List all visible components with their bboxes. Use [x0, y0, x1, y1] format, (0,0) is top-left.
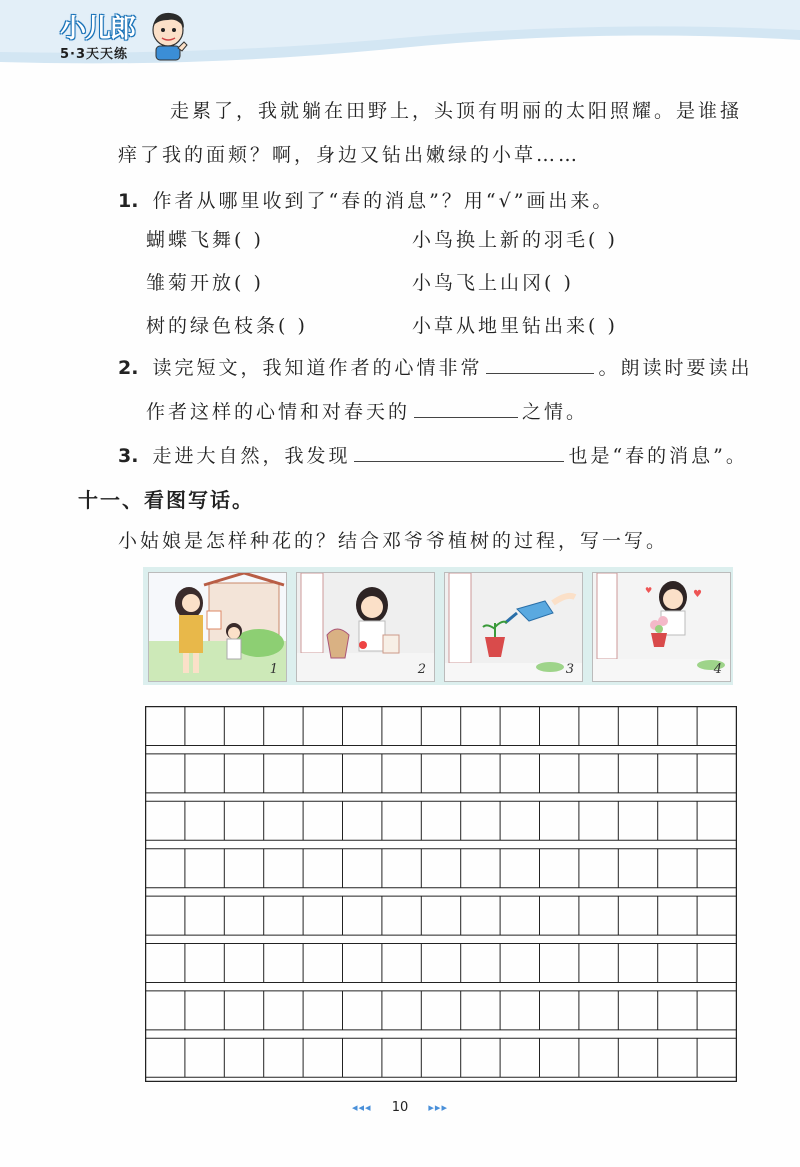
section-11-instruction: 小姑娘是怎样种花的？结合邓爷爷植树的过程，写一写。	[118, 530, 669, 552]
q1-option-6[interactable]: 小草从地里钻出来( )	[412, 315, 618, 337]
picture-panel-2	[296, 572, 435, 682]
q2-blank-1[interactable]	[486, 355, 594, 374]
brand-name: 小儿郎	[60, 14, 136, 44]
panel-number-4: 4	[713, 662, 722, 677]
panel-number-2: 2	[417, 662, 426, 677]
page-footer	[0, 1100, 800, 1115]
q3-blank[interactable]	[354, 443, 564, 462]
question-1	[118, 186, 614, 213]
q1-option-3[interactable]: 雏菊开放( )	[146, 272, 264, 294]
q1-option-5[interactable]: 树的绿色枝条( )	[146, 315, 308, 337]
svg-text:♥: ♥	[645, 586, 653, 595]
q2-part-1: 读完短文，我知道作者的心情非常	[152, 357, 483, 379]
series-name: 5·3天天练	[60, 47, 129, 62]
panel-number-3: 3	[565, 662, 574, 677]
question-1-prompt: 作者从哪里收到了“春的消息”？用“√”画出来。	[152, 190, 615, 212]
question-2-number: 2.	[118, 357, 139, 379]
panel-number-1: 1	[269, 662, 278, 677]
passage-line-2: 痒了我的面颊？啊，身边又钻出嫩绿的小草……	[118, 144, 581, 166]
question-2-line-1	[118, 353, 752, 380]
q1-option-4[interactable]: 小鸟飞上山冈( )	[412, 272, 574, 294]
q3-part-1: 走进大自然，我发现	[152, 445, 351, 467]
q2-part-2: 。朗读时要读出	[598, 357, 753, 379]
q3-part-2: 也是“春的消息”。	[568, 445, 748, 467]
picture-panel-3	[444, 572, 583, 682]
next-arrows-icon: ▸▸▸	[428, 1101, 448, 1114]
q1-option-1[interactable]: 蝴蝶飞舞( )	[146, 229, 264, 251]
planting-scene-4-icon	[593, 573, 730, 681]
svg-text:♥: ♥	[693, 589, 702, 600]
prev-arrows-icon: ◂◂◂	[352, 1101, 372, 1114]
picture-panel-4	[592, 572, 731, 682]
writing-grid[interactable]	[145, 706, 737, 1082]
question-2-line-2	[146, 397, 588, 424]
planting-scene-1-icon	[149, 573, 286, 681]
page-number: 10	[391, 1100, 409, 1115]
planting-scene-3-icon	[445, 573, 582, 681]
picture-panel-1	[148, 572, 287, 682]
passage-line-1: 走累了，我就躺在田野上，头顶有明丽的太阳照耀。是谁搔	[170, 100, 743, 122]
q2-part-4: 之情。	[522, 401, 589, 423]
question-3-number: 3.	[118, 445, 139, 467]
q2-part-3: 作者这样的心情和对春天的	[146, 401, 411, 423]
planting-scene-2-icon	[297, 573, 434, 681]
picture-strip	[143, 567, 733, 685]
section-11-title: 十一、看图写话。	[78, 488, 254, 512]
q2-blank-2[interactable]	[414, 399, 518, 418]
brand-logo	[60, 8, 135, 62]
q1-option-2[interactable]: 小鸟换上新的羽毛( )	[412, 229, 618, 251]
mascot-icon	[148, 10, 190, 62]
question-3	[118, 441, 748, 468]
question-1-number: 1.	[118, 190, 139, 212]
